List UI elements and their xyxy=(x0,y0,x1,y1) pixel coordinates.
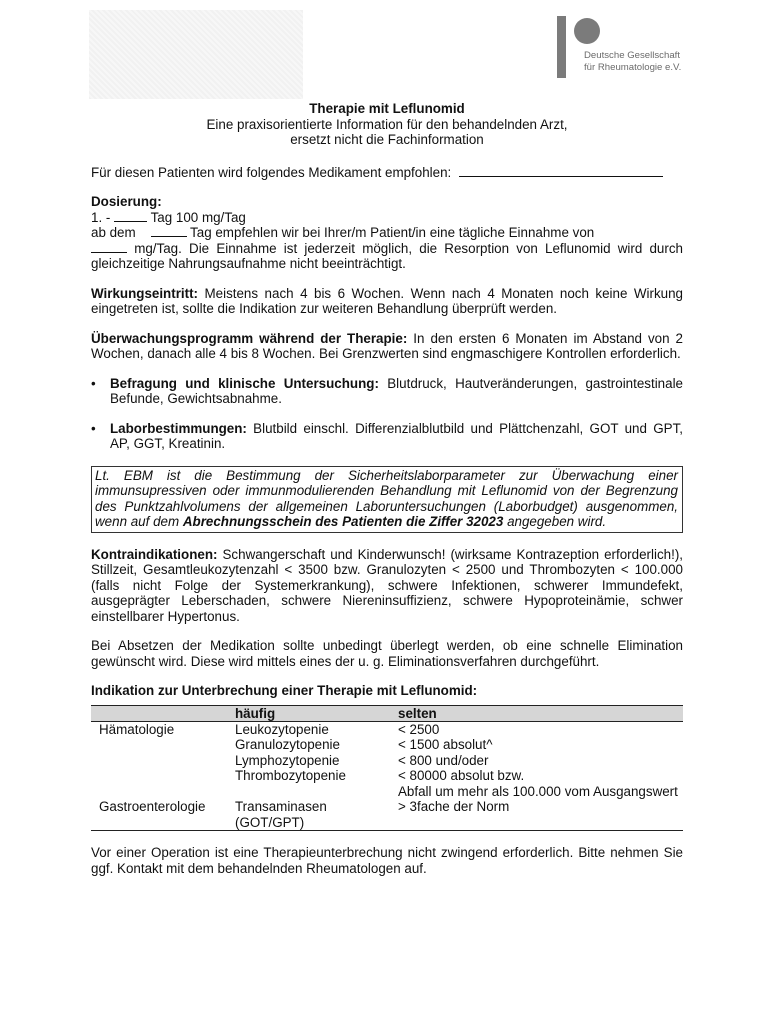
cell-line: (GOT/GPT) xyxy=(235,814,305,830)
list-item xyxy=(91,421,683,452)
col-header-category xyxy=(91,705,235,721)
document-body xyxy=(91,101,683,876)
col-header-haeufig: häufig xyxy=(235,705,398,721)
cell-line: < 80000 absolut bzw. xyxy=(398,768,525,783)
cell-line: Thrombozytopenie xyxy=(235,768,346,783)
row-category: Gastroenterologie xyxy=(91,799,235,831)
ebm-notice-box xyxy=(91,466,683,533)
bullet-label: Befragung und klinische Untersuchung: xyxy=(110,375,379,391)
row-selten xyxy=(398,799,683,831)
cell-line: > 3fache der Norm xyxy=(398,799,510,814)
wirkung-paragraph xyxy=(91,286,683,317)
title-sub-2: ersetzt nicht die Fachinformation xyxy=(290,132,484,147)
cell-line: Leukozytopenie xyxy=(235,721,329,737)
dosierung-line-1 xyxy=(91,210,683,226)
dosierung-line-2 xyxy=(91,225,683,241)
medication-blank xyxy=(459,165,663,177)
document-title xyxy=(91,101,683,148)
wirkung-label: Wirkungseintritt: xyxy=(91,285,199,301)
bullet-label: Laborbestimmungen: xyxy=(110,420,247,436)
dgrh-logo xyxy=(556,16,696,78)
list-item xyxy=(91,376,683,407)
dose-text-1: Tag 100 mg/Tag xyxy=(150,209,246,225)
row-haeufig xyxy=(235,721,398,799)
dose-prefix: 1. - xyxy=(91,209,111,225)
dose-ab-dem: ab dem xyxy=(91,225,136,240)
kontra-text: Schwangerschaft und Kinderwunsch! (wirksame Kontrazeption erforderlich!), Stillzeit, Gesamtleukozytenzahl < 3500 bzw. Granulozyten < 2500 und Thrombozyten < 100.000 (falls nicht Folge der Systemerkrankung), schwere Infektionen, schwerer Immundefekt, ausgeprägter Leberschaden, schwere Niereninsuffizienz, schwere Hypoproteinämie, schwer einstellbarer Hypertonus. xyxy=(91,546,683,624)
ebm-bold: Abrechnungsschein des Patienten die Ziffer 32023 xyxy=(182,514,504,529)
table-header xyxy=(91,705,683,721)
bullet-text: Blutdruck, Hautveränderungen, gastrointestinale Befunde, Gewichtsabnahme. xyxy=(110,375,683,406)
ueberwachung-text: In den ersten 6 Monaten im Abstand von 2 Wochen, danach alle 4 bis 8 Wochen. Bei Grenzwerten sind engmaschigere Kontrollen erforderlich. xyxy=(91,330,683,361)
ebm-text-2: angegeben wird. xyxy=(503,514,607,529)
dose-mg-blank xyxy=(91,241,127,253)
logo-text xyxy=(584,50,681,73)
title-sub-1: Eine praxisorientierte Information für den behandelnden Arzt, xyxy=(206,116,568,132)
cell-line: Abfall um mehr als 100.000 vom Ausgangswert xyxy=(398,783,678,799)
stamp-area xyxy=(89,10,303,99)
kontra-paragraph xyxy=(91,547,683,625)
logo-line-1: Deutsche Gesellschaft xyxy=(584,50,680,61)
bullet-text: Blutbild einschl. Differenzialblutbild und Plättchenzahl, GOT und GPT, AP, GGT, Kreatinin. xyxy=(110,420,683,451)
ueberwachung-paragraph xyxy=(91,331,683,362)
operation-paragraph: Vor einer Operation ist eine Therapieunterbrechung nicht zwingend erforderlich. Bitte nehmen Sie ggf. Kontakt mit dem behandelnden Rheumatologen auf. xyxy=(91,845,683,876)
kontra-label: Kontraindikationen: xyxy=(91,546,218,562)
table-row xyxy=(91,799,683,831)
day-blank-2 xyxy=(151,225,187,237)
logo-line-2: für Rheumatologie e.V. xyxy=(584,61,682,73)
row-haeufig xyxy=(235,799,398,831)
dosierung-heading: Dosierung: xyxy=(91,194,162,209)
row-category: Hämatologie xyxy=(99,721,175,737)
indikation-table xyxy=(91,705,683,832)
wirkung-text: Meistens nach 4 bis 6 Wochen. Wenn nach 4 Monaten noch keine Wirkung eingetreten ist, sollte die Indikation zur weiteren Behandlung überprüft werden. xyxy=(91,285,683,316)
cell-line: < 800 und/oder xyxy=(398,752,489,768)
cell-line: Granulozytopenie xyxy=(235,737,340,752)
row-selten xyxy=(398,721,683,799)
dose-text-3: mg/Tag. Die Einnahme ist jederzeit möglich, die Resorption von Leflunomid wird durch gleichzeitige Nahrungsaufnahme nicht beeinträchtigt. xyxy=(91,240,683,271)
cell-line: Transaminasen xyxy=(235,799,327,814)
day-blank-1 xyxy=(114,210,147,222)
cell-line: < 2500 xyxy=(398,721,440,737)
recommend-text: Für diesen Patienten wird folgendes Medikament empfohlen: xyxy=(91,164,452,180)
absetzen-paragraph: Bei Absetzen der Medikation sollte unbedingt überlegt werden, ob eine schnelle Elimination gewünscht wird. Diese wird mittels eines der u. g. Eliminationsverfahren durchgeführt. xyxy=(91,638,683,669)
recommend-line xyxy=(91,165,683,181)
dose-text-2: Tag empfehlen wir bei Ihrer/m Patient/in eine tägliche Einnahme von xyxy=(190,225,595,240)
monitoring-list xyxy=(91,376,683,452)
title-main: Therapie mit Leflunomid xyxy=(309,101,465,116)
col-header-selten: selten xyxy=(398,705,683,721)
cell-line: Lymphozytopenie xyxy=(235,752,340,768)
cell-line: < 1500 absolut^ xyxy=(398,737,493,752)
table-row xyxy=(91,721,683,799)
indikation-heading: Indikation zur Unterbrechung einer Therapie mit Leflunomid: xyxy=(91,683,478,698)
ueberwachung-label: Überwachungsprogramm während der Therapie: xyxy=(91,330,408,346)
ebm-text-1: Lt. EBM ist die Bestimmung der Sicherheitslaborparameter zur Überwachung einer immunsupressiven oder immunmodulierenden Behandlung mit Leflunomid von der Begrenzung des Punktzahlvolumens der allgemeinen Laboruntersuchungen (Laborbudget) ausgenommen, wenn auf dem xyxy=(95,467,678,529)
dosierung-line-3 xyxy=(91,241,683,272)
